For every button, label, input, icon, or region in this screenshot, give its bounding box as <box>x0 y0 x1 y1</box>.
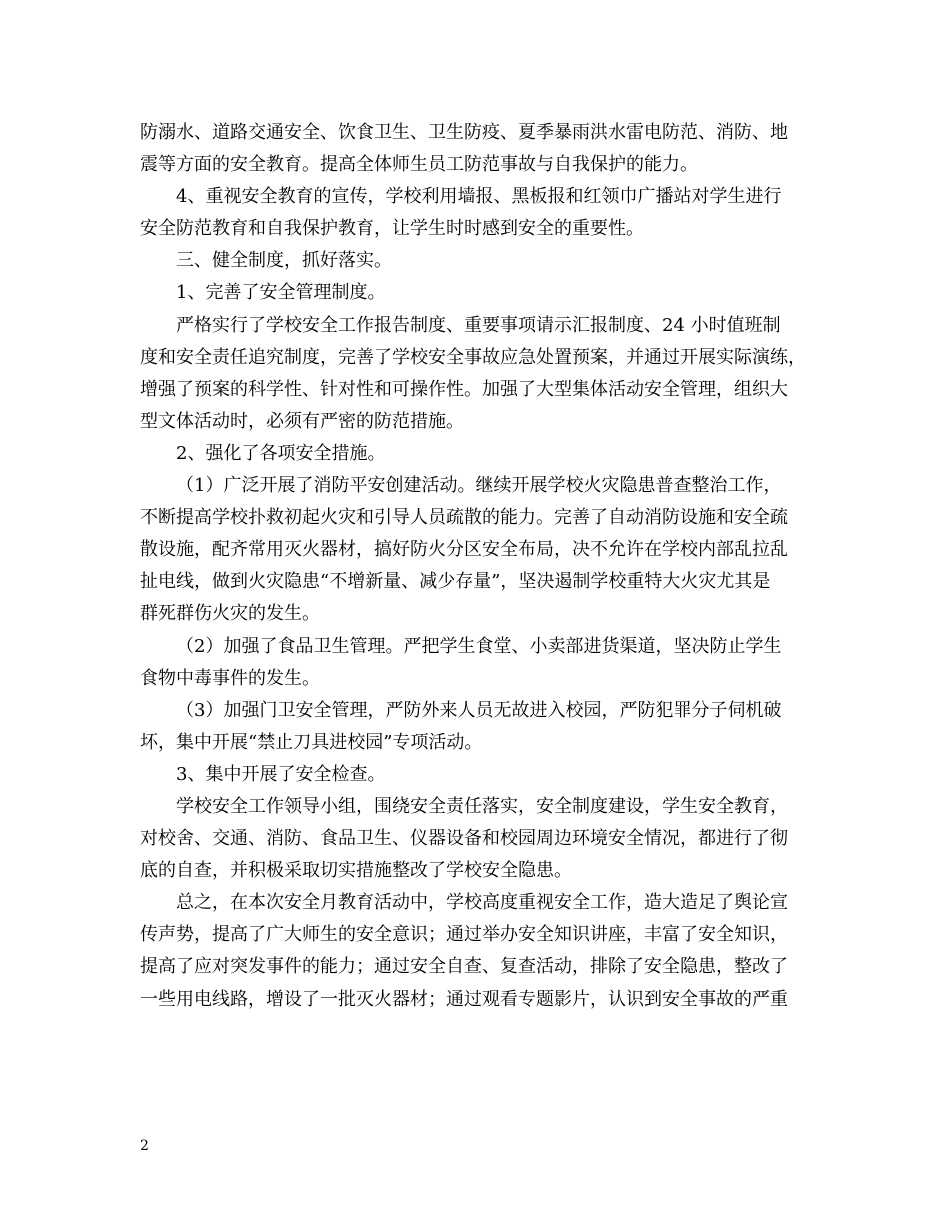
text-line: 安全防范教育和自我保护教育，让学生时时感到安全的重要性。 <box>140 218 644 240</box>
document-body <box>140 117 815 1016</box>
text-line: 底的自查，并积极采取切实措施整改了学校安全隐患。 <box>140 860 572 882</box>
text-line: 严格实行了学校安全工作报告制度、重要事项请示汇报制度、24 小时值班制 <box>176 314 781 336</box>
text-line: 食物中毒事件的发生。 <box>140 667 320 689</box>
text-line: （1）广泛开展了消防平安创建活动。继续开展学校火灾隐患普查整治工作， <box>176 475 782 497</box>
text-line: 3、集中开展了安全检查。 <box>176 763 386 785</box>
text-line: 增强了预案的科学性、针对性和可操作性。加强了大型集体活动安全管理，组织大 <box>140 378 788 400</box>
text-line: 不断提高学校扑救初起火灾和引导人员疏散的能力。完善了自动消防设施和安全疏 <box>140 507 788 529</box>
text-line: 三、健全制度，抓好落实。 <box>176 250 392 272</box>
text-line: 群死群伤火灾的发生。 <box>140 603 320 625</box>
text-line: 学校安全工作领导小组，围绕安全责任落实，安全制度建设，学生安全教育， <box>176 795 788 817</box>
page-number: 2 <box>140 1138 149 1154</box>
text-line: 总之，在本次安全月教育活动中，学校高度重视安全工作，造大造足了舆论宣 <box>176 892 788 914</box>
text-line: 对校舍、交通、消防、食品卫生、仪器设备和校园周边环境安全情况，都进行了彻 <box>140 828 788 850</box>
text-line: 1、完善了安全管理制度。 <box>176 282 386 304</box>
text-line: 4、重视安全教育的宣传，学校利用墙报、黑板报和红领巾广播站对学生进行 <box>176 186 782 208</box>
text-line: 2、强化了各项安全措施。 <box>176 442 386 464</box>
text-line: 传声势，提高了广大师生的安全意识；通过举办安全知识讲座，丰富了安全知识， <box>140 924 788 946</box>
text-line: 扯电线，做到火灾隐患“不增新量、减少存量”，坚决遏制学校重特大火灾尤其是 <box>140 571 771 593</box>
text-line: 散设施，配齐常用灭火器材，搞好防火分区安全布局，决不允许在学校内部乱拉乱 <box>140 539 788 561</box>
text-line: 一些用电线路，增设了一批灭火器材；通过观看专题影片，认识到安全事故的严重 <box>140 988 788 1010</box>
text-line: （2）加强了食品卫生管理。严把学生食堂、小卖部进货渠道，坚决防止学生 <box>176 635 782 657</box>
text-line: 提高了应对突发事件的能力；通过安全自查、复查活动，排除了安全隐患，整改了 <box>140 956 788 978</box>
text-line: 坏，集中开展“禁止刀具进校园”专项活动。 <box>140 731 483 753</box>
text-line: （3）加强门卫安全管理，严防外来人员无故进入校园，严防犯罪分子伺机破 <box>176 699 782 721</box>
text-line: 防溺水、道路交通安全、饮食卫生、卫生防疫、夏季暴雨洪水雷电防范、消防、地 <box>140 122 788 143</box>
text-line: 型文体活动时，必须有严密的防范措施。 <box>140 410 464 432</box>
text-line: 震等方面的安全教育。提高全体师生员工防范事故与自我保护的能力。 <box>140 154 698 176</box>
text-line: 度和安全责任追究制度，完善了学校安全事故应急处置预案，并通过开展实际演练， <box>140 346 806 368</box>
